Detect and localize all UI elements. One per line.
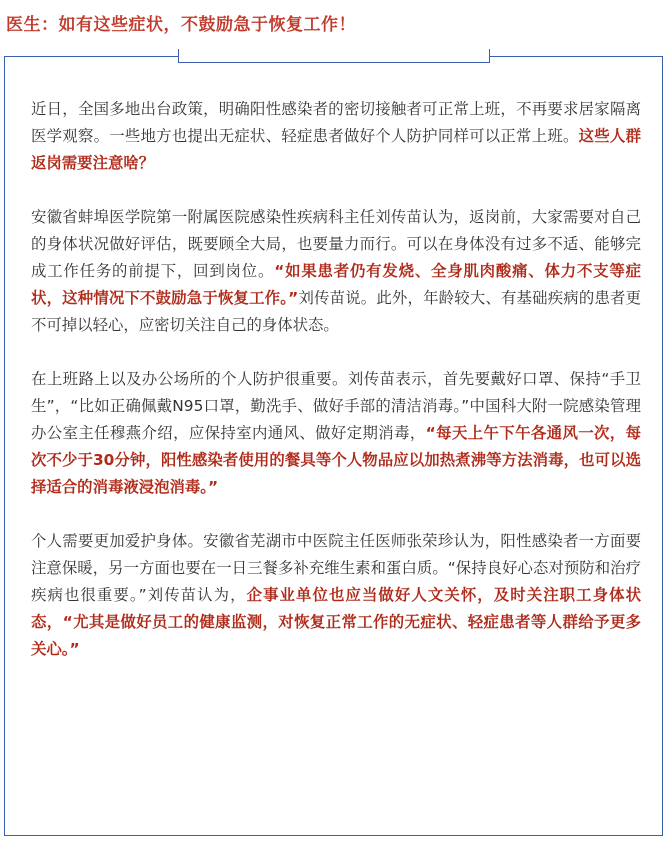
frame-tab-decoration <box>178 49 490 63</box>
paragraph-text: 刘传苗说。此外，年龄较大、有基础疾病的患者更不可掉以轻心，应密切关注自己的身体状态。 <box>31 289 641 334</box>
paragraph-highlight: 这些人群返岗需要注意啥？ <box>31 127 641 172</box>
paragraph-text: 个人需要更加爱护身体。安徽省芜湖市中医院主任医师张荣珍认为，阳性感染者一方面要注意保暖，另一方面也要在一日三餐多补充维生素和蛋白质。“保持良好心态对预防和治疗疾病也很重要。”刘传苗认为， <box>31 532 641 604</box>
paragraph-text: 近日，全国多地出台政策，明确阳性感染者的密切接触者可正常上班，不再要求居家隔离医学观察。一些地方也提出无症状、轻症患者做好个人防护同样可以正常上班。 <box>31 100 641 145</box>
article-title: 医生：如有这些症状，不鼓励急于恢复工作！ <box>6 15 356 35</box>
paragraph-text: 在上班路上以及办公场所的个人防护很重要。刘传苗表示，首先要戴好口罩、保持“手卫生”，“比如正确佩戴N95口罩，勤洗手、做好手部的清洁消毒。”中国科大附一院感染管理办公室主任穆燕介绍，应保持室内通风、做好定期消毒， <box>31 370 641 442</box>
paragraph-4 <box>31 528 641 663</box>
paragraph-text: 安徽省蚌埠医学院第一附属医院感染性疾病科主任刘传苗认为，返岗前，大家需要对自己的身体状况做好评估，既要顾全大局，也要量力而行。可以在身体没有过多不适、能够完成工作任务的前提下，回到岗位。 <box>31 208 641 280</box>
article-body <box>31 96 641 690</box>
paragraph-highlight: 企事业单位也应当做好人文关怀，及时关注职工身体状态，“尤其是做好员工的健康监测，对恢复正常工作的无症状、轻症患者等人群给予更多关心。” <box>31 586 641 658</box>
paragraph-3 <box>31 366 641 501</box>
paragraph-highlight: “每天上午下午各通风一次，每次不少于30分钟，阳性感染者使用的餐具等个人物品应以加热煮沸等方法消毒，也可以选择适合的消毒液浸泡消毒。” <box>31 424 641 496</box>
paragraph-highlight: “如果患者仍有发烧、全身肌肉酸痛、体力不支等症状，这种情况下不鼓励急于恢复工作。” <box>31 262 641 307</box>
paragraph-1 <box>31 96 641 177</box>
paragraph-2 <box>31 204 641 339</box>
